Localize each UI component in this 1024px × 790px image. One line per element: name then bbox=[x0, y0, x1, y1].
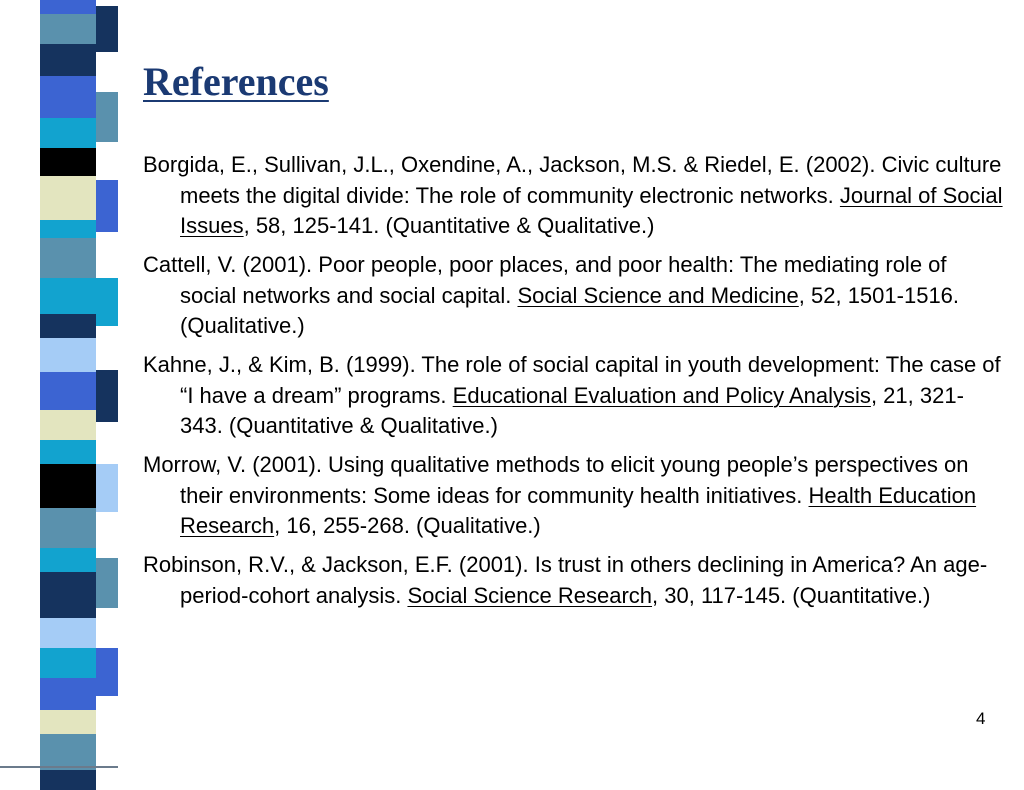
journal-title: Journal of Social Issues bbox=[180, 182, 1003, 238]
stripe-block bbox=[40, 618, 96, 648]
stripe-block bbox=[40, 238, 96, 278]
reference-entry bbox=[143, 250, 1003, 342]
reference-citation-detail: , 30, 117-145. (Quantitative.) bbox=[652, 582, 931, 608]
stripe-block bbox=[96, 422, 118, 464]
reference-citation-text: Robinson, R.V., & Jackson, E.F. (2001). Is trust in others declining in America? An age-period-cohort analysis. bbox=[143, 552, 988, 608]
stripe-block bbox=[40, 176, 96, 220]
stripe-block bbox=[96, 6, 118, 52]
stripe-block bbox=[96, 232, 118, 278]
reference-list bbox=[143, 150, 1003, 620]
reference-citation-text: Morrow, V. (2001). Using qualitative methods to elicit young people’s perspectives on their environments: Some ideas for community health initiatives. bbox=[143, 452, 969, 508]
stripe-block bbox=[96, 370, 118, 422]
reference-entry bbox=[143, 150, 1003, 242]
journal-title: Social Science Research bbox=[407, 582, 653, 608]
stripe-block bbox=[96, 142, 118, 180]
stripe-block bbox=[96, 558, 118, 608]
stripe-block bbox=[40, 44, 96, 76]
stripe-block bbox=[96, 464, 118, 512]
stripe-block bbox=[40, 440, 96, 464]
stripe-block bbox=[0, 0, 40, 768]
stripe-block bbox=[96, 326, 118, 370]
stripe-column-main bbox=[40, 0, 96, 768]
page-number: 4 bbox=[976, 709, 986, 728]
stripe-block bbox=[40, 148, 96, 176]
stripe-block bbox=[40, 508, 96, 548]
reference-citation-detail: , 52, 1501-1516. (Qualitative.) bbox=[180, 282, 960, 338]
stripe-block bbox=[40, 770, 96, 790]
stripe-block bbox=[40, 648, 96, 678]
stripe-column-left bbox=[0, 0, 40, 768]
journal-title: Educational Evaluation and Policy Analysis bbox=[452, 382, 871, 408]
reference-citation-text: Borgida, E., Sullivan, J.L., Oxendine, A., Jackson, M.S. & Riedel, E. (2002). Civic culture meets the digital divide: The role of community electronic networks. bbox=[143, 152, 1002, 208]
stripe-block bbox=[40, 548, 96, 572]
stripe-block bbox=[96, 52, 118, 92]
stripe-block bbox=[96, 608, 118, 648]
reference-citation-text: Kahne, J., & Kim, B. (1999). The role of social capital in youth development: The case of “I have a dream” programs. bbox=[143, 352, 1001, 408]
stripe-block bbox=[96, 696, 118, 768]
decorative-stripe-bar bbox=[0, 0, 118, 768]
stripe-block bbox=[40, 76, 96, 118]
slide-title: References bbox=[143, 59, 329, 104]
stripe-block bbox=[40, 734, 96, 770]
reference-entry bbox=[143, 450, 1003, 542]
stripe-block bbox=[96, 278, 118, 326]
reference-citation-detail: , 58, 125-141. (Quantitative & Qualitative.) bbox=[243, 213, 655, 238]
stripe-block bbox=[40, 0, 96, 14]
stripe-block bbox=[40, 338, 96, 372]
stripe-block bbox=[40, 220, 96, 238]
reference-entry bbox=[143, 350, 1003, 442]
stripe-block bbox=[40, 678, 96, 710]
stripe-block bbox=[40, 14, 96, 44]
stripe-block bbox=[40, 572, 96, 618]
reference-citation-text: Cattell, V. (2001). Poor people, poor places, and poor health: The mediating role of social networks and social capital. bbox=[143, 252, 947, 308]
stripe-block bbox=[40, 372, 96, 410]
stripe-block bbox=[96, 92, 118, 142]
reference-citation-detail: , 16, 255-268. (Qualitative.) bbox=[274, 513, 541, 538]
stripe-block bbox=[40, 118, 96, 148]
stripe-block bbox=[96, 648, 118, 696]
stripe-block bbox=[96, 512, 118, 558]
stripe-column-right bbox=[96, 0, 118, 768]
journal-title: Social Science and Medicine bbox=[517, 282, 799, 308]
reference-entry bbox=[143, 550, 1003, 611]
reference-citation-detail: , 21, 321-343. (Quantitative & Qualitative.) bbox=[180, 382, 964, 438]
stripe-block bbox=[96, 180, 118, 232]
stripe-block bbox=[40, 464, 96, 508]
journal-title: Health Education Research bbox=[180, 482, 977, 538]
stripe-block bbox=[40, 410, 96, 440]
stripe-block bbox=[40, 278, 96, 314]
stripe-block bbox=[40, 710, 96, 734]
stripe-block bbox=[40, 314, 96, 338]
